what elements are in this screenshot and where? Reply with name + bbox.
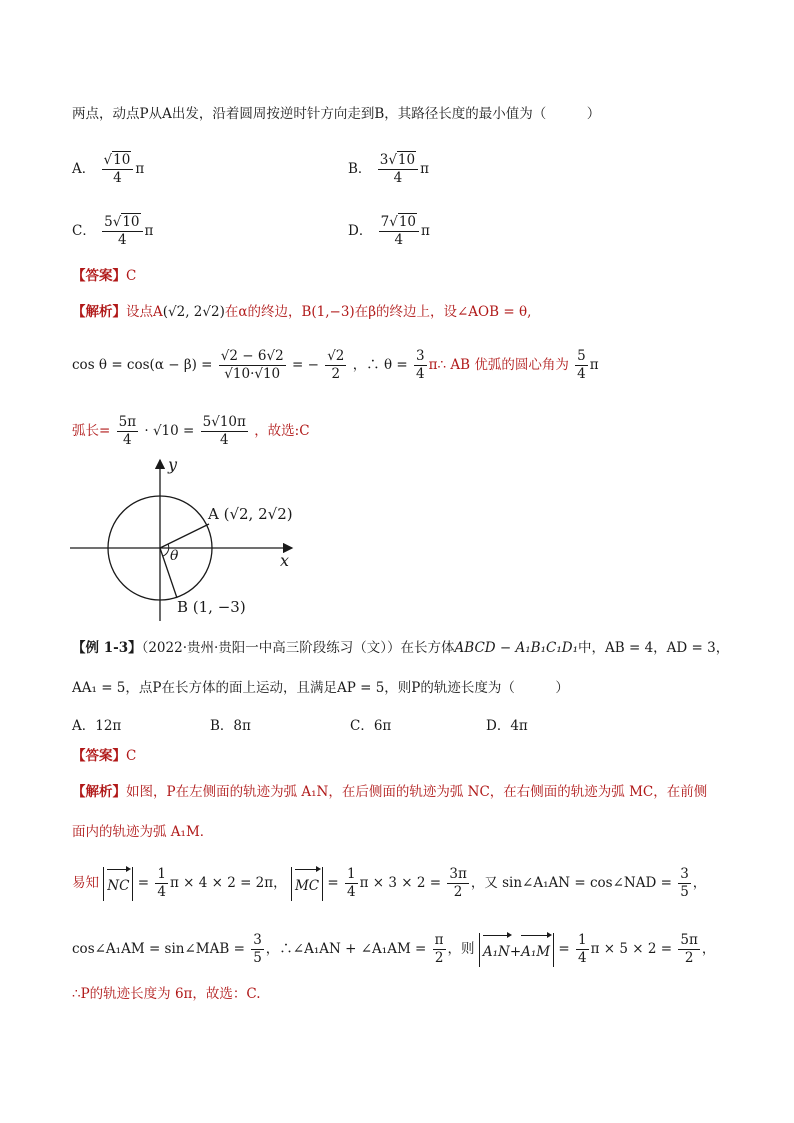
example-stem-2: AA₁ = 5，点P在长方体的面上运动，且满足AP = 5，则P的轨迹长度为（ ） xyxy=(72,680,569,696)
analysis-line-2: cos θ = cos(α − β) = $\frac{√2 - 6√2}{√10\cdot√10}$ = − $\frac{√2}{2}$ ，∴ θ = $\frac{3}{4}$ π∴ AB 优弧的圆心角为 $\frac{5}{4}$ π xyxy=(72,348,599,382)
option-b: B． $\frac{3√10}{4}$ π xyxy=(348,152,429,186)
x-label: x xyxy=(280,551,290,570)
example-answer: 【答案】C xyxy=(72,748,137,764)
option-c: C． $\frac{5√10}{4}$ π xyxy=(72,214,154,248)
point-a-label: A (√2, 2√2) xyxy=(208,505,293,523)
option-d: D． $\frac{7√10}{4}$ π xyxy=(348,214,430,248)
example-analysis-1: 【解析】如图，P在左侧面的轨迹为弧 A₁N，在后侧面的轨迹为弧 NC，在右侧面的轨迹为弧 MC，在前侧 xyxy=(72,784,708,800)
option-a: A． $\frac{√10}{4}$ π xyxy=(72,152,145,186)
theta-label: θ xyxy=(170,548,179,564)
example-analysis-2: 面内的轨迹为弧 A₁M． xyxy=(72,824,214,840)
answer-line: 【答案】C xyxy=(72,268,137,284)
segment-oa xyxy=(160,524,209,548)
example-analysis-4: cos∠A₁AM = sin∠MAB = $\frac{3}{5}$ ，∴∠A₁AN + ∠A₁AM = $\frac{\pi}{2}$ ，则 A₁N+A₁M = $\frac{1}{4}$ π × 5 × 2 = $\frac{5\pi}{2}$ ， xyxy=(72,932,716,966)
example-option-d: D．4π xyxy=(486,718,528,734)
example-option-c: C．6π xyxy=(350,718,392,734)
example-stem-1: 【例 1-3】（2022·贵州·贵阳一中高三阶段练习（文））在长方体ABCD − A₁B₁C₁D₁中，AB = 4，AD = 3， xyxy=(72,640,730,656)
point-b-label: B (1, −3) xyxy=(177,598,246,616)
circle-figure xyxy=(60,456,310,626)
question-stem: 两点，动点P从A出发，沿着圆周按逆时针方向走到B，其路径长度的最小值为（ ） xyxy=(72,106,601,122)
y-label: y xyxy=(168,456,178,474)
example-option-b: B．8π xyxy=(210,718,251,734)
analysis-line-1: 【解析】设点A(√2, 2√2)在α的终边，B(1,−3)在β的终边上，设∠AOB = θ, xyxy=(72,304,532,320)
analysis-line-3: 弧长= $\frac{5\pi}{4}$ · √10 = $\frac{5√10\pi}{4}$ ，故选:C xyxy=(72,414,310,448)
example-analysis-3: 易知 NC = $\frac{1}{4}$ π × 4 × 2 = 2π， MC = $\frac{1}{4}$ π × 3 × 2 = $\frac{3\pi}{2}$ ，又 sin∠A₁AN = cos∠NAD = $\frac{3}{5}$ ， xyxy=(72,866,707,900)
example-conclusion: ∴P的轨迹长度为 6π，故选：C. xyxy=(72,986,261,1002)
example-option-a: A．12π xyxy=(72,718,122,734)
